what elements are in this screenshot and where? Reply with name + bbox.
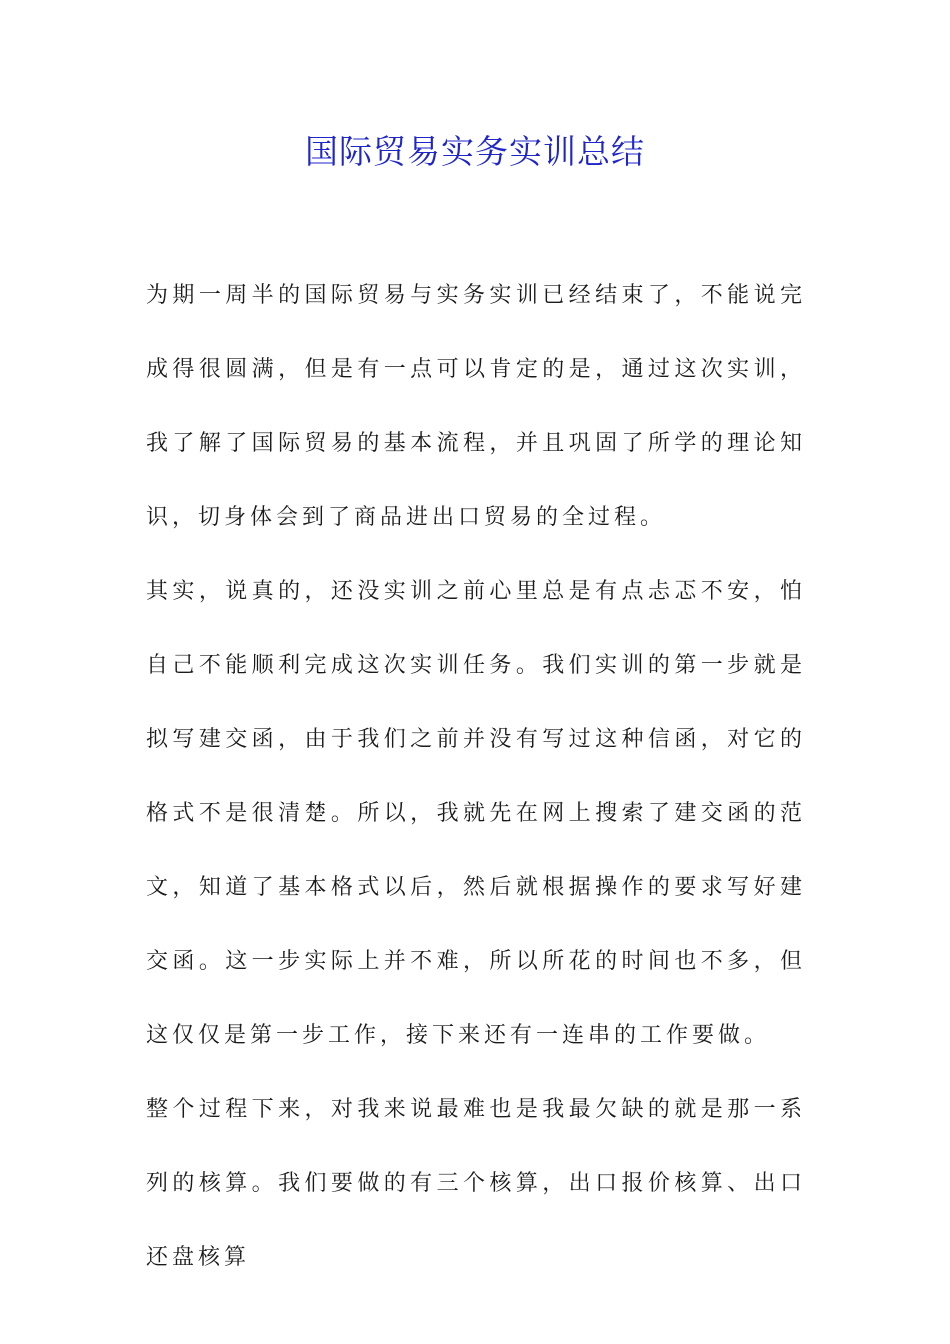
paragraph-1: 为期一周半的国际贸易与实务实训已经结束了，不能说完成得很圆满，但是有一点可以肯定的是，通过这次实训，我了解了国际贸易的基本流程，并且巩固了所学的理论知识，切身体会到了商品进出口贸易的全过程。	[146, 283, 806, 530]
document-title: 国际贸易实务实训总结	[305, 132, 645, 171]
paragraph-2: 其实，说真的，还没实训之前心里总是有点忐忑不安，怕自己不能顺利完成这次实训任务。我们实训的第一步就是拟写建交函，由于我们之前并没有写过这种信函，对它的格式不是很清楚。所以，我就先在网上搜索了建交函的范文，知道了基本格式以后，然后就根据操作的要求写好建交函。这一步实际上并不难，所以所花的时间也不多，但这仅仅是第一步工作，接下来还有一连串的工作要做。	[146, 579, 806, 1048]
document-body	[146, 259, 806, 1295]
paragraph-3: 整个过程下来，对我来说最难也是我最欠缺的就是那一系列的核算。我们要做的有三个核算，出口报价核算、出口还盘核算	[146, 1097, 806, 1270]
